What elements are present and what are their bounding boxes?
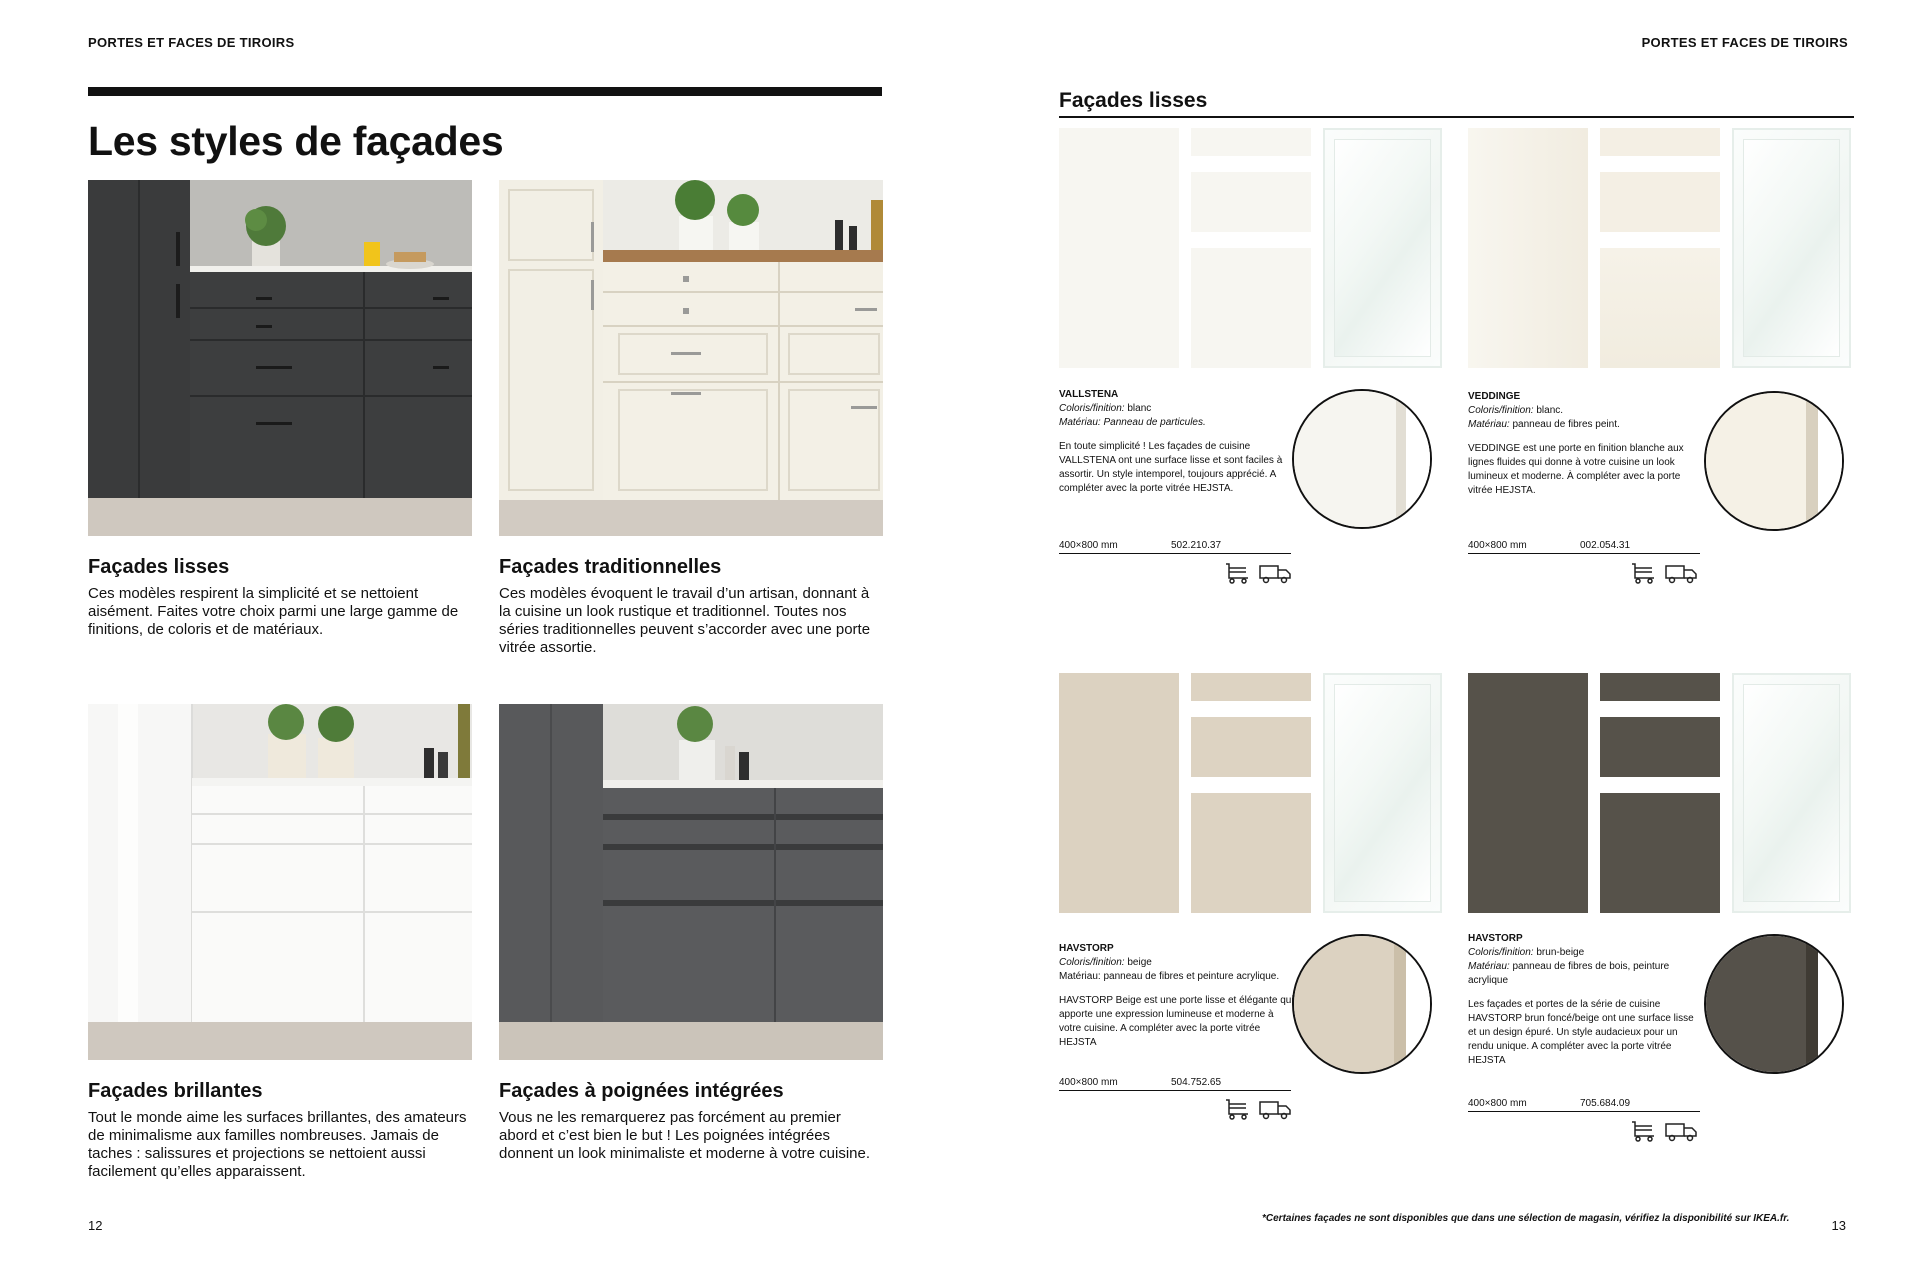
style-text: Vous ne les remarquerez pas forcément au premier abord et c’est bien le but ! Les poignées intégrées donnent un look minimaliste et moderne à votre cuisine. — [499, 1109, 871, 1162]
trolley-icon — [1632, 1122, 1654, 1141]
colour-value: blanc. — [1533, 405, 1564, 416]
product-code: 705.684.09 — [1580, 1098, 1631, 1109]
product-size: 400×800 mm — [1468, 540, 1527, 551]
swatch-drawer-small — [1191, 128, 1311, 156]
product-name: VALLSTENA — [1059, 389, 1119, 400]
photo-lisses — [88, 180, 472, 536]
product-havstorp-brun-beige — [1468, 673, 1860, 953]
product-size: 400×800 mm — [1059, 1077, 1118, 1088]
page-title: Les styles de façades — [88, 118, 504, 164]
style-block-poignees-integrees — [499, 704, 883, 1163]
style-text: Ces modèles respirent la simplicité et se nettoient aisément. Faites votre choix parmi une large gamme de finitions, de coloris et de matériaux. — [88, 585, 459, 638]
swatch-glass-door — [1323, 128, 1442, 368]
availability-footnote: *Certaines façades ne sont disponibles que dans une sélection de magasin, vérifiez la disponibilité sur IKEA.fr. — [1262, 1213, 1790, 1224]
swatch-glass-door — [1732, 128, 1851, 368]
photo-poignees-integrees — [499, 704, 883, 1060]
colour-label: Coloris/finition: — [1468, 947, 1534, 958]
swatch-glass-door — [1323, 673, 1442, 913]
material-label: Matériau: — [1468, 961, 1510, 972]
swatch-drawer-large — [1600, 248, 1720, 368]
style-block-lisses — [88, 180, 472, 639]
product-description: Les façades et portes de la série de cuisine HAVSTORP brun foncé/beige ont une surface lisse et un design épuré. Un style audacieux pour un rendu unique. A compléter avec la porte vitrée HEJSTA — [1468, 999, 1694, 1066]
product-name: HAVSTORP — [1468, 933, 1523, 944]
swatch-door — [1468, 673, 1588, 913]
material-value: panneau de fibres de bois, peinture acrylique — [1468, 961, 1670, 986]
swatch-drawer-large — [1191, 793, 1311, 913]
trolley-icon — [1226, 564, 1248, 583]
colour-label: Coloris/finition: — [1059, 403, 1125, 414]
detail-circle-veddinge — [1704, 391, 1844, 531]
running-head-left: PORTES ET FACES DE TIROIRS — [88, 35, 295, 50]
swatch-drawer-medium — [1191, 717, 1311, 777]
product-info-veddinge — [1468, 390, 1704, 498]
availability-icons — [1630, 562, 1700, 584]
availability-icons — [1224, 562, 1294, 584]
spec-line-veddinge — [1468, 540, 1700, 554]
product-size: 400×800 mm — [1059, 540, 1118, 551]
product-havstorp-beige — [1059, 673, 1451, 953]
style-heading: Façades traditionnelles — [499, 556, 722, 578]
product-name: VEDDINGE — [1468, 391, 1521, 402]
style-block-brillantes — [88, 704, 472, 1181]
swatch-door — [1059, 673, 1179, 913]
product-name: HAVSTORP — [1059, 943, 1114, 954]
product-vallstena — [1059, 128, 1451, 408]
product-description: HAVSTORP Beige est une porte lisse et élégante qui apporte une expression lumineuse et moderne à votre cuisine. A compléter avec la porte vitrée HEJSTA — [1059, 995, 1294, 1048]
style-text: Tout le monde aime les surfaces brillantes, des amateurs de minimalisme aux familles nombreuses. Jamais de taches : salissures et projections se nettoient aussi facilement qu’elles apparaissent. — [88, 1109, 467, 1180]
product-veddinge — [1468, 128, 1860, 408]
product-swatches — [1468, 673, 1860, 917]
style-heading: Façades à poignées intégrées — [499, 1080, 784, 1102]
spec-line-havstorp-brun-beige — [1468, 1098, 1700, 1112]
style-block-traditionnelles — [499, 180, 883, 657]
delivery-truck-icon — [1666, 566, 1696, 583]
swatch-drawer-small — [1600, 128, 1720, 156]
product-swatches — [1059, 128, 1451, 372]
swatch-door — [1468, 128, 1588, 368]
swatch-drawer-medium — [1600, 717, 1720, 777]
style-heading: Façades lisses — [88, 556, 230, 578]
trolley-icon — [1632, 564, 1654, 583]
material-value: panneau de fibres et peinture acrylique. — [1100, 971, 1280, 982]
section-rule — [1059, 116, 1854, 118]
product-info-vallstena — [1059, 388, 1295, 496]
product-description: VEDDINGE est une porte en finition blanche aux lignes fluides qui donne à votre cuisine un look lumineux et moderne. À compléter avec la porte vitrée HEJSTA. — [1468, 443, 1684, 496]
product-size: 400×800 mm — [1468, 1098, 1527, 1109]
swatch-drawer-medium — [1600, 172, 1720, 232]
swatch-door — [1059, 128, 1179, 368]
product-code: 002.054.31 — [1580, 540, 1631, 551]
swatch-drawer-medium — [1191, 172, 1311, 232]
title-rule — [88, 87, 882, 96]
right-page — [960, 0, 1920, 1262]
delivery-truck-icon — [1260, 1102, 1290, 1119]
detail-circle-vallstena — [1292, 389, 1432, 529]
photo-brillantes — [88, 704, 472, 1060]
product-swatches — [1059, 673, 1451, 917]
running-head-right: PORTES ET FACES DE TIROIRS — [1641, 35, 1848, 50]
page-number-left: 12 — [88, 1218, 103, 1233]
swatch-drawer-small — [1600, 673, 1720, 701]
colour-value: blanc — [1124, 403, 1152, 414]
swatch-drawer-large — [1191, 248, 1311, 368]
product-code: 504.752.65 — [1171, 1077, 1222, 1088]
material-label: Matériau: — [1059, 971, 1101, 982]
availability-icons — [1630, 1120, 1700, 1142]
material-label: Matériau: — [1059, 417, 1101, 428]
detail-circle-havstorp-beige — [1292, 934, 1432, 1074]
page-number-right: 13 — [1831, 1218, 1846, 1233]
swatch-drawer-large — [1600, 793, 1720, 913]
material-value: panneau de fibres peint. — [1509, 419, 1620, 430]
product-info-havstorp-beige — [1059, 942, 1295, 1050]
material-value: Panneau de particules. — [1100, 417, 1206, 428]
product-swatches — [1468, 128, 1860, 372]
delivery-truck-icon — [1260, 566, 1290, 583]
colour-label: Coloris/finition: — [1059, 957, 1125, 968]
colour-value: brun-beige — [1533, 947, 1585, 958]
photo-traditionnelles — [499, 180, 883, 536]
availability-icons — [1224, 1098, 1294, 1120]
section-title: Façades lisses — [1059, 89, 1208, 112]
swatch-drawer-small — [1191, 673, 1311, 701]
style-heading: Façades brillantes — [88, 1080, 263, 1102]
trolley-icon — [1226, 1100, 1248, 1119]
detail-circle-havstorp-brun-beige — [1704, 934, 1844, 1074]
spec-line-vallstena — [1059, 540, 1291, 554]
material-label: Matériau: — [1468, 419, 1510, 430]
delivery-truck-icon — [1666, 1124, 1696, 1141]
product-info-havstorp-brun-beige — [1468, 932, 1704, 1068]
product-description: En toute simplicité ! Les façades de cuisine VALLSTENA ont une surface lisse et sont faciles à assortir. Un style intemporel, toujours apprécié. A compléter avec la porte vitrée HEJSTA. — [1059, 441, 1283, 494]
spec-line-havstorp-beige — [1059, 1077, 1291, 1091]
colour-value: beige — [1124, 957, 1152, 968]
swatch-glass-door — [1732, 673, 1851, 913]
style-text: Ces modèles évoquent le travail d’un artisan, donnant à la cuisine un look rustique et traditionnel. Toutes nos séries traditionnelles peuvent s’accorder avec une porte vitrée assortie. — [499, 585, 871, 656]
product-code: 502.210.37 — [1171, 540, 1222, 551]
colour-label: Coloris/finition: — [1468, 405, 1534, 416]
